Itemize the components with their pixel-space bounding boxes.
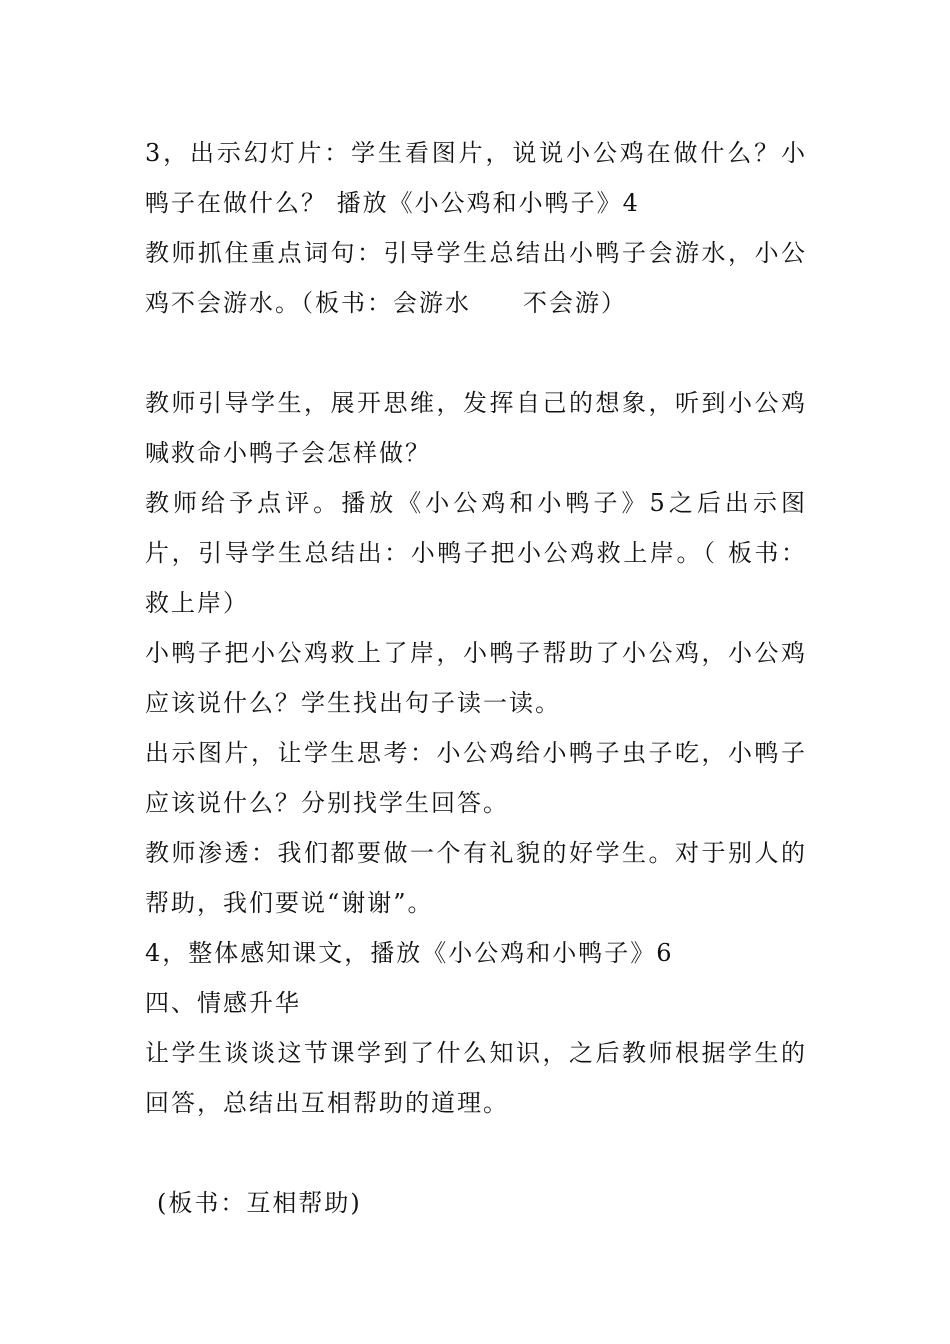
paragraph-overall-perception: 4，整体感知课文，播放《小公鸡和小鸭子》6	[145, 939, 674, 967]
document-body	[145, 128, 807, 1228]
paragraph-imagination: 教师引导学生，展开思维，发挥自己的想象，听到小公鸡喊救命小鸭子会怎样做？	[145, 389, 807, 467]
paragraph-slideshow: 3，出示幻灯片：学生看图片，说说小公鸡在做什么？小鸭子在做什么？ 播放《小公鸡和小鸭子》4	[145, 139, 807, 217]
paragraph-key-words: 教师抓住重点词句：引导学生总结出小鸭子会游水，小公鸡不会游水。（板书：会游水 不会游）	[145, 239, 807, 317]
paragraph-rescue: 小鸭子把小公鸡救上了岸，小鸭子帮助了小公鸡，小公鸡应该说什么？学生找出句子读一读。	[145, 639, 807, 717]
section-heading-emotion: 四、情感升华	[145, 989, 301, 1017]
paragraph-politeness: 教师渗透：我们都要做一个有礼貌的好学生。对于别人的帮助，我们要说“谢谢”。	[145, 839, 807, 917]
paragraph-board-note: (板书：互相帮助)	[157, 1189, 362, 1217]
paragraph-teacher-comment: 教师给予点评。播放《小公鸡和小鸭子》5之后出示图片，引导学生总结出：小鸭子把小公鸡救上岸。（ 板书：救上岸）	[145, 489, 807, 617]
paragraph-think: 出示图片，让学生思考：小公鸡给小鸭子虫子吃，小鸭子应该说什么？分别找学生回答。	[145, 739, 807, 817]
blank-line	[145, 1128, 807, 1178]
paragraph-summary: 让学生谈谈这节课学到了什么知识，之后教师根据学生的回答，总结出互相帮助的道理。	[145, 1039, 807, 1117]
blank-line	[145, 328, 807, 378]
